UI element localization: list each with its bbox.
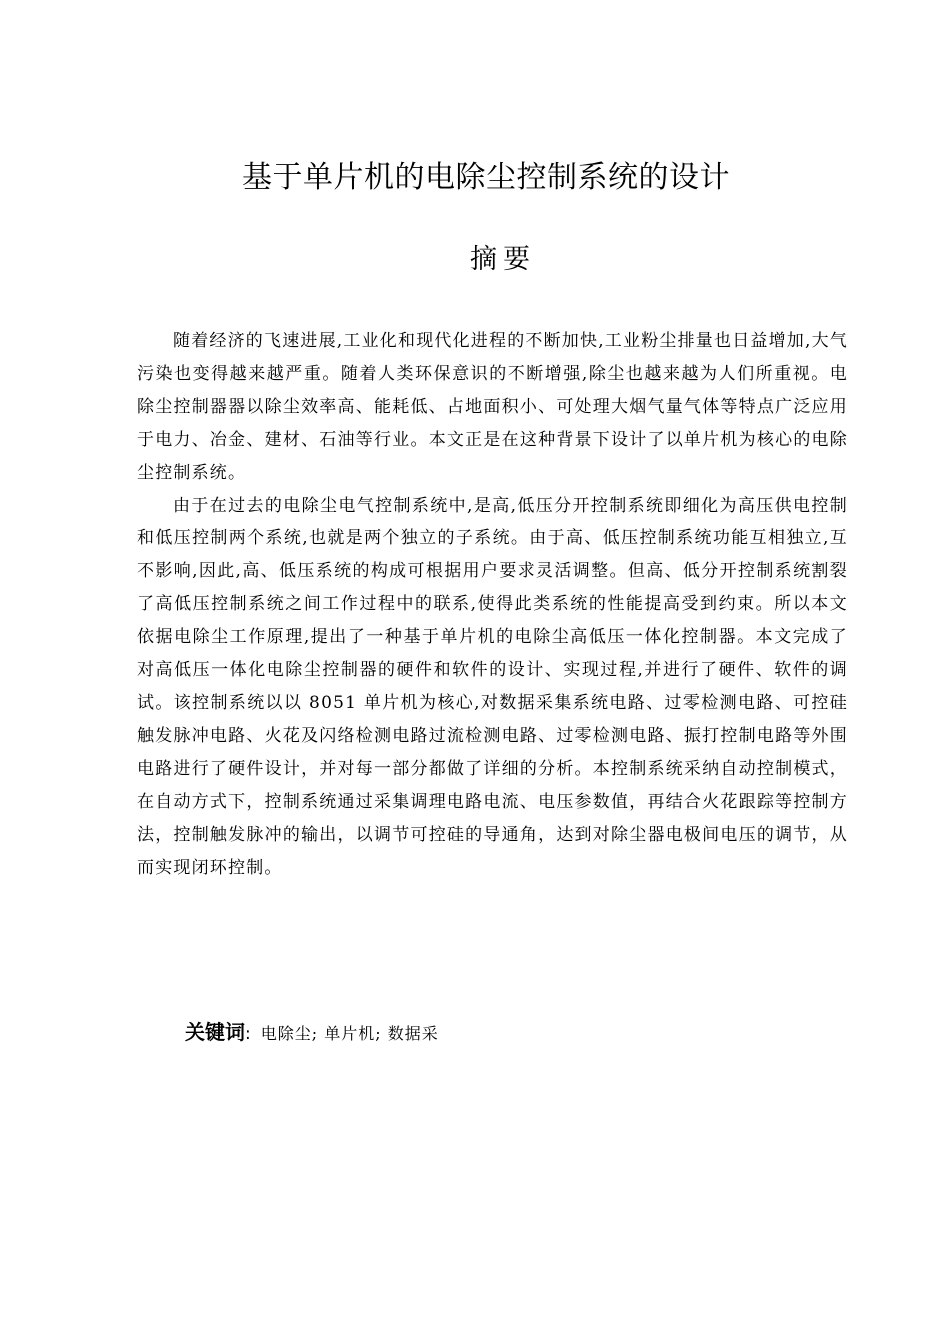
- abstract-body: [137, 325, 848, 884]
- keywords-values: 电除尘; 单片机; 数据采: [260, 1024, 439, 1043]
- document-title: 基于单片机的电除尘控制系统的设计: [242, 160, 730, 195]
- abstract-paragraph: 随着经济的飞速进展,工业化和现代化进程的不断加快,工业粉尘排量也日益增加,大气污染也变得越来越严重。随着人类环保意识的不断增强,除尘也越来越为人们所重视。电除尘控制器器以除尘效率高、能耗低、占地面积小、可处理大烟气量气体等特点广泛应用于电力、冶金、建材、石油等行业。本文正是在这种背景下设计了以单片机为核心的电除尘控制系统。: [137, 331, 849, 483]
- keywords-line: [185, 1016, 439, 1051]
- abstract-heading: 摘要: [470, 244, 536, 275]
- abstract-paragraph: 由于在过去的电除尘电气控制系统中,是高,低压分开控制系统即细化为高压供电控制和低压控制两个系统,也就是两个独立的子系统。由于高、低压控制系统功能互相独立,互不影响,因此,高、低压系统的构成可根据用户要求灵活调整。但高、低分开控制系统割裂了高低压控制系统之间工作过程中的联系,使得此类系统的性能提高受到约束。所以本文依据电除尘工作原理,提出了一种基于单片机的电除尘高低压一体化控制器。本文完成了对高低压一体化电除尘控制器的硬件和软件的设计、实现过程,并进行了硬件、软件的调试。该控制系统以以 8051 单片机为核心,对数据采集系统电路、过零检测电路、可控硅触发脉冲电路、火花及闪络检测电路过流检测电路、过零检测电路、振打控制电路等外围电路进行了硬件设计，并对每一部分都做了详细的分析。本控制系统采纳自动控制模式，在自动方式下，控制系统通过采集调理电路电流、电压参数值，再结合火花跟踪等控制方法，控制触发脉冲的输出，以调节可控硅的导通角，达到对除尘器电极间电压的调节，从而实现闭环控制。: [137, 495, 848, 878]
- keywords-label: 关键词: [185, 1020, 245, 1044]
- keywords-colon: :: [245, 1024, 251, 1044]
